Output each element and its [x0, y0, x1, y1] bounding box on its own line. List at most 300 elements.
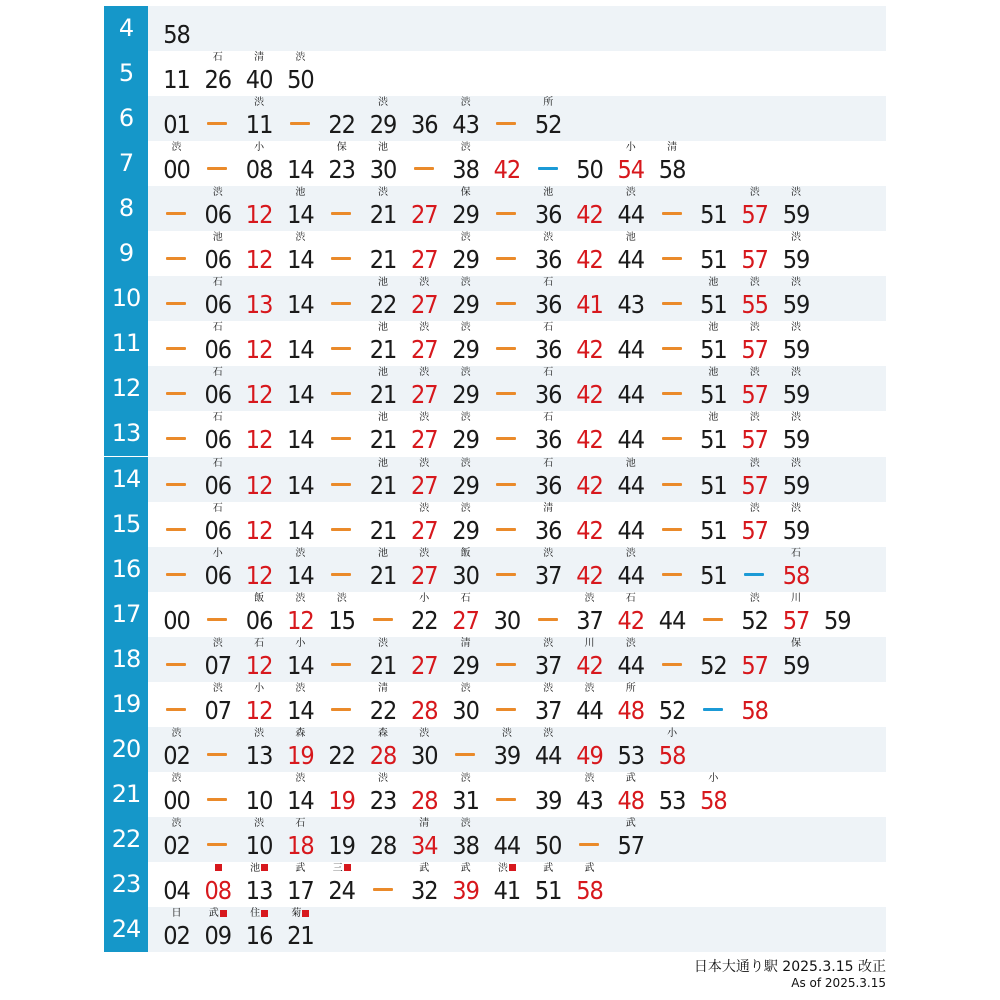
destination-initial: 渋: [460, 817, 471, 829]
departure-minute: 21: [369, 560, 397, 590]
destination-note: [776, 367, 817, 378]
destination-note: [363, 187, 404, 198]
departure-time: [817, 592, 858, 637]
departure-time: [693, 321, 734, 366]
hour-row: [104, 276, 886, 321]
departure-time: [610, 231, 651, 276]
orange-dash-marker: [197, 141, 238, 186]
destination-initial: 石: [791, 547, 801, 559]
departure-minute: 57: [782, 605, 810, 635]
dash-line: [496, 708, 516, 711]
destination-note: [486, 728, 527, 739]
departure-time: [321, 727, 362, 772]
destination-note: [197, 277, 238, 288]
departure-minute: 02: [163, 921, 190, 950]
departure-time: [404, 276, 445, 321]
destination-initial: 渋: [336, 592, 347, 604]
departure-time: [693, 411, 734, 456]
departure-time: [197, 547, 238, 592]
destination-note: [528, 863, 569, 874]
departure-minute: 31: [452, 785, 479, 815]
destination-initial: 渋: [378, 97, 388, 109]
destination-note: [445, 638, 486, 649]
orange-dash-marker: [404, 141, 445, 186]
departure-time: [569, 547, 610, 592]
departure-time: [197, 366, 238, 411]
departure-time: [197, 862, 238, 907]
departure-time: [569, 502, 610, 547]
destination-initial: 渋: [791, 502, 801, 514]
departure-minute: 51: [700, 425, 727, 455]
departure-minute: 12: [245, 560, 273, 590]
destination-initial: 渋: [171, 142, 182, 154]
departure-time: [404, 772, 445, 817]
departure-minute: 44: [617, 245, 645, 275]
destination-initial: 渋: [584, 772, 595, 784]
departure-time: [239, 772, 280, 817]
hour-row: [104, 727, 886, 772]
orange-dash-marker: [652, 547, 693, 592]
destination-initial: 渋: [295, 772, 306, 784]
destination-initial: 渋: [295, 682, 306, 694]
departure-minute: 27: [410, 290, 438, 320]
destination-note: [239, 683, 280, 694]
destination-initial: 渋: [378, 187, 388, 199]
departure-time: [321, 772, 362, 817]
departure-minute: 12: [245, 335, 273, 365]
departure-minute: 22: [410, 605, 438, 635]
departure-minute: 48: [617, 695, 645, 725]
dash-line: [207, 753, 227, 756]
departure-time: [321, 96, 362, 141]
departure-minute: 14: [287, 200, 314, 230]
departure-time: [156, 6, 197, 51]
departure-minute: 32: [410, 875, 438, 905]
destination-note: [404, 322, 445, 333]
destination-note: [610, 818, 651, 829]
departure-time: [321, 817, 362, 862]
destination-note: [610, 593, 651, 604]
destination-note: [363, 322, 404, 333]
departure-time: [197, 411, 238, 456]
destination-note: [239, 908, 280, 919]
destination-note: [239, 593, 280, 604]
destination-note: [404, 863, 445, 874]
destination-initial: 渋: [419, 502, 430, 514]
departure-minute: 57: [617, 830, 645, 860]
destination-note: [280, 593, 321, 604]
dash-line: [166, 528, 186, 531]
departure-minute: 06: [204, 560, 232, 590]
departure-minute: 06: [204, 245, 232, 275]
departure-time: [734, 502, 775, 547]
destination-initial: 三: [332, 862, 343, 874]
departure-minute: 36: [410, 110, 438, 140]
destination-initial: 池: [378, 277, 388, 289]
departure-minute: 27: [410, 650, 438, 680]
destination-note: [197, 52, 238, 63]
departure-time: [445, 457, 486, 502]
destination-note: [610, 638, 651, 649]
hour-label: 9: [104, 231, 148, 276]
departure-time: [239, 366, 280, 411]
departure-minute: 14: [287, 290, 314, 320]
departure-time: [652, 727, 693, 772]
destination-note: [197, 548, 238, 559]
orange-dash-marker: [156, 502, 197, 547]
departure-minute: 21: [369, 335, 397, 365]
departure-minute: 36: [534, 425, 562, 455]
orange-dash-marker: [321, 682, 362, 727]
departure-minute: 14: [287, 470, 314, 500]
departure-time: [693, 502, 734, 547]
departure-minute: 04: [163, 875, 190, 905]
departure-minute: 36: [534, 200, 562, 230]
departure-time: [445, 682, 486, 727]
departure-minute: 37: [534, 650, 562, 680]
departure-time: [776, 366, 817, 411]
dash-line: [166, 392, 186, 395]
destination-initial: 渋: [419, 412, 430, 424]
destination-initial: 渋: [543, 682, 554, 694]
hour-row: [104, 96, 886, 141]
departure-time: [363, 186, 404, 231]
dash-line: [373, 888, 393, 891]
departure-minute: 02: [163, 740, 190, 770]
destination-initial: 渋: [791, 412, 801, 424]
destination-note: [445, 548, 486, 559]
departure-minute: 53: [617, 740, 645, 770]
departure-time: [610, 637, 651, 682]
departure-minute: 27: [410, 425, 438, 455]
hour-row: [104, 141, 886, 186]
departure-time: [280, 637, 321, 682]
dash-line: [662, 573, 682, 576]
destination-note: [363, 773, 404, 784]
departure-minute: 52: [741, 605, 768, 635]
departure-minute: 59: [782, 425, 810, 455]
destination-initial: 渋: [419, 277, 430, 289]
departure-time: [486, 727, 527, 772]
departure-minute: 12: [245, 380, 273, 410]
hour-label: 24: [104, 907, 148, 952]
departure-minute: 27: [410, 470, 438, 500]
departure-minute: 59: [823, 605, 851, 635]
destination-initial: 小: [212, 547, 223, 559]
destination-note: [445, 322, 486, 333]
orange-dash-marker: [486, 231, 527, 276]
destination-initial: 森: [378, 727, 388, 739]
departure-minute: 29: [452, 515, 479, 545]
departure-time: [734, 321, 775, 366]
departure-time: [280, 502, 321, 547]
departure-minute: 23: [369, 785, 397, 815]
departure-minute: 06: [204, 470, 232, 500]
departure-minute: 44: [534, 740, 562, 770]
destination-initial: 渋: [460, 772, 471, 784]
destination-note: [404, 503, 445, 514]
dash-line: [538, 167, 558, 170]
departure-minute: 22: [328, 740, 355, 770]
departure-time: [363, 457, 404, 502]
departure-minute: 17: [287, 875, 314, 905]
departure-minute: 18: [287, 830, 314, 860]
orange-dash-marker: [156, 457, 197, 502]
destination-note: [528, 728, 569, 739]
departure-time: [610, 817, 651, 862]
destination-note: [280, 728, 321, 739]
departure-minute: 06: [245, 605, 273, 635]
departure-minute: 06: [204, 380, 232, 410]
destination-note: [610, 548, 651, 559]
departure-time: [239, 141, 280, 186]
destination-initial: 武: [208, 908, 219, 919]
departure-minute: 51: [700, 290, 727, 320]
departure-time: [363, 772, 404, 817]
departure-time: [239, 411, 280, 456]
departure-time: [239, 231, 280, 276]
destination-initial: 川: [791, 592, 801, 604]
destination-note: [610, 683, 651, 694]
dash-line: [331, 573, 351, 576]
destination-note: [239, 97, 280, 108]
hour-row: [104, 817, 886, 862]
departure-minute: 57: [741, 515, 768, 545]
destination-note: [776, 412, 817, 423]
destination-note: [363, 548, 404, 559]
departure-minute: 30: [493, 605, 521, 635]
departure-minute: 44: [617, 335, 645, 365]
destination-note: [528, 232, 569, 243]
departure-time: [363, 231, 404, 276]
departure-time: [404, 411, 445, 456]
departure-time: [445, 547, 486, 592]
dash-line: [496, 528, 516, 531]
destination-note: [363, 97, 404, 108]
departure-time: [404, 231, 445, 276]
destination-note: [445, 863, 486, 874]
departure-minute: 58: [658, 740, 686, 770]
dash-line: [496, 573, 516, 576]
departure-time: [445, 817, 486, 862]
departure-minute: 29: [452, 380, 479, 410]
departure-time: [569, 276, 610, 321]
departure-minute: 21: [369, 650, 397, 680]
hour-label: 18: [104, 637, 148, 682]
departure-time: [776, 592, 817, 637]
dash-line: [166, 663, 186, 666]
hour-row: [104, 411, 886, 456]
departure-time: [734, 682, 775, 727]
dash-line: [207, 167, 227, 170]
destination-initial: 所: [625, 682, 636, 694]
destination-note: [734, 322, 775, 333]
departure-minute: 42: [493, 155, 521, 185]
destination-note: [528, 277, 569, 288]
destination-note: [280, 908, 321, 919]
departure-minute: 51: [700, 335, 727, 365]
dash-line: [331, 483, 351, 486]
destination-note: [693, 412, 734, 423]
destination-initial: 渋: [791, 322, 801, 334]
destination-initial: 池: [378, 322, 388, 334]
dash-line: [662, 212, 682, 215]
destination-initial: 清: [460, 637, 471, 649]
departure-time: [239, 51, 280, 96]
departure-time: [776, 502, 817, 547]
departure-minute: 44: [617, 380, 645, 410]
destination-note: [734, 367, 775, 378]
destination-initial: 小: [708, 772, 719, 784]
departure-minute: 44: [576, 695, 603, 725]
departure-time: [610, 141, 651, 186]
orange-dash-marker: [321, 457, 362, 502]
departure-minute: 27: [410, 245, 438, 275]
departure-time: [528, 502, 569, 547]
departure-time: [280, 727, 321, 772]
departure-time: [569, 592, 610, 637]
destination-initial: 武: [295, 862, 306, 874]
blue-dash-marker: [693, 682, 734, 727]
orange-dash-marker: [321, 366, 362, 411]
departure-minute: 21: [369, 200, 397, 230]
departure-minute: 48: [617, 785, 645, 815]
departure-time: [693, 457, 734, 502]
departure-time: [776, 637, 817, 682]
departure-time: [280, 231, 321, 276]
departure-minute: 12: [245, 650, 273, 680]
destination-note: [363, 458, 404, 469]
departure-minute: 10: [245, 830, 273, 860]
dash-line: [744, 573, 764, 576]
hour-label: 11: [104, 321, 148, 366]
hour-row: [104, 772, 886, 817]
departure-minute: 44: [617, 650, 645, 680]
destination-initial: 石: [254, 637, 265, 649]
dash-line: [166, 483, 186, 486]
departure-minute: 02: [163, 830, 190, 860]
orange-dash-marker: [569, 817, 610, 862]
destination-initial: 渋: [419, 367, 430, 379]
departure-time: [528, 817, 569, 862]
departure-minute: 57: [741, 650, 768, 680]
departure-minute: 44: [617, 200, 645, 230]
departure-time: [445, 276, 486, 321]
destination-initial: 石: [212, 457, 223, 469]
destination-initial: 小: [254, 682, 265, 694]
dash-line: [331, 528, 351, 531]
dash-line: [662, 392, 682, 395]
station-revision-label: 日本大通り駅 2025.3.15 改正: [693, 959, 886, 975]
departure-minute: 06: [204, 515, 232, 545]
departure-time: [776, 186, 817, 231]
destination-initial: 石: [212, 277, 223, 289]
dash-line: [331, 212, 351, 215]
departure-time: [280, 862, 321, 907]
dash-line: [166, 573, 186, 576]
orange-dash-marker: [197, 772, 238, 817]
destination-note: [528, 548, 569, 559]
destination-note: [528, 412, 569, 423]
departure-time: [280, 51, 321, 96]
destination-note: [321, 142, 362, 153]
destination-note: [528, 683, 569, 694]
hour-label: 15: [104, 502, 148, 547]
dash-line: [496, 347, 516, 350]
dash-line: [331, 257, 351, 260]
orange-dash-marker: [280, 96, 321, 141]
departure-time: [404, 817, 445, 862]
departure-time: [610, 772, 651, 817]
departure-minute: 14: [287, 560, 314, 590]
departure-time: [363, 502, 404, 547]
destination-initial: 池: [708, 367, 719, 379]
destination-initial: 森: [295, 727, 306, 739]
destination-initial: 池: [708, 277, 719, 289]
destination-note: [610, 142, 651, 153]
dash-line: [496, 212, 516, 215]
destination-note: [156, 908, 197, 919]
departure-time: [528, 457, 569, 502]
orange-dash-marker: [321, 637, 362, 682]
departure-time: [404, 366, 445, 411]
destination-note: [776, 277, 817, 288]
destination-note: [321, 863, 362, 874]
departure-minute: 19: [287, 740, 314, 770]
departure-minute: 42: [576, 650, 603, 680]
departure-time: [239, 907, 280, 952]
destination-note: [404, 593, 445, 604]
orange-dash-marker: [445, 727, 486, 772]
dash-line: [496, 437, 516, 440]
departure-minute: 41: [576, 290, 603, 320]
orange-dash-marker: [321, 276, 362, 321]
departure-minute: 57: [741, 470, 768, 500]
departure-minute: 43: [452, 110, 479, 140]
departure-minute: 23: [328, 155, 355, 185]
departure-time: [569, 411, 610, 456]
departure-minute: 22: [369, 290, 397, 320]
departure-time: [280, 772, 321, 817]
departure-time: [776, 321, 817, 366]
orange-dash-marker: [156, 411, 197, 456]
departure-time: [528, 637, 569, 682]
departure-minute: 14: [287, 380, 314, 410]
departure-minute: 57: [741, 245, 768, 275]
destination-note: [197, 683, 238, 694]
departure-minute: 28: [369, 740, 397, 770]
destination-note: [404, 367, 445, 378]
hour-label: 17: [104, 592, 148, 637]
departure-minute: 44: [617, 470, 645, 500]
destination-initial: 池: [543, 187, 554, 199]
departure-time: [239, 96, 280, 141]
departure-minute: 54: [617, 155, 645, 185]
destination-note: [610, 187, 651, 198]
departure-minute: 58: [163, 20, 190, 49]
destination-note: [776, 232, 817, 243]
dash-line: [207, 122, 227, 125]
destination-initial: 池: [708, 412, 719, 424]
destination-initial: 渋: [295, 547, 306, 559]
departure-minute: 37: [534, 695, 562, 725]
dash-line: [496, 257, 516, 260]
destination-note: [280, 548, 321, 559]
dash-line: [703, 708, 723, 711]
departure-minute: 06: [204, 425, 232, 455]
departure-time: [197, 502, 238, 547]
departure-time: [776, 457, 817, 502]
